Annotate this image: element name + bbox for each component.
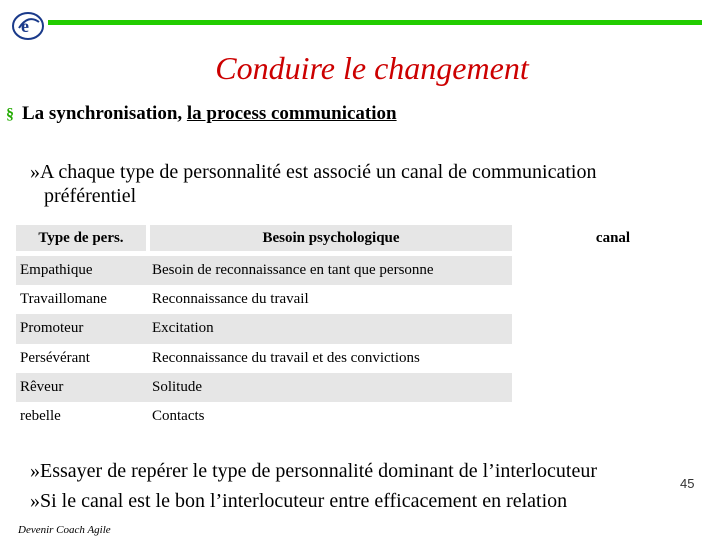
- table-row: [16, 344, 512, 373]
- cell-type: Travaillomane: [20, 291, 107, 308]
- cell-besoin: Reconnaissance du travail et des convictions: [152, 349, 420, 366]
- personality-table: [16, 256, 512, 431]
- sub-bullet-line1: A chaque type de personnalité est associé un canal de communication: [40, 161, 597, 183]
- page-number: 45: [680, 476, 695, 491]
- closing-bullet-marker: »: [30, 460, 40, 482]
- closing-bullets: [30, 456, 597, 516]
- closing-bullet-text: Essayer de repérer le type de personnalité dominant de l’interlocuteur: [40, 460, 597, 482]
- slide-title: Conduire le changement: [215, 50, 529, 86]
- svg-text:e: e: [21, 16, 29, 36]
- company-logo-icon: [10, 8, 46, 44]
- cell-type: Persévérant: [20, 349, 90, 366]
- closing-bullet: [30, 486, 597, 516]
- sub-bullet-marker: »: [30, 161, 40, 183]
- main-bullet: [6, 103, 397, 125]
- header-bar: [48, 20, 702, 25]
- cell-besoin: Besoin de reconnaissance en tant que personne: [152, 262, 434, 278]
- sub-bullet-line2: préférentiel: [44, 185, 137, 207]
- table-header-type: Type de pers.: [16, 225, 146, 251]
- cell-type: Rêveur: [20, 378, 64, 395]
- table-row: [16, 285, 512, 314]
- bullet-text-underlined: la process communication: [186, 103, 397, 124]
- cell-besoin: Reconnaissance du travail: [152, 291, 309, 308]
- footer-text: Devenir Coach Agile: [18, 524, 111, 536]
- sub-bullet: [30, 160, 720, 208]
- table-header-canal: canal: [595, 230, 631, 246]
- closing-bullet-text: Si le canal est le bon l’interlocuteur entre efficacement en relation: [40, 490, 568, 512]
- table-header-besoin: Besoin psychologique: [150, 225, 512, 251]
- table-row: [16, 373, 512, 402]
- cell-type: rebelle: [20, 407, 61, 424]
- bullet-text: La synchronisation,: [22, 103, 187, 124]
- cell-besoin: Contacts: [152, 407, 205, 424]
- table-row: [16, 402, 512, 431]
- cell-type: Promoteur: [20, 320, 84, 337]
- cell-besoin: Excitation: [152, 320, 214, 337]
- table-row: [16, 314, 512, 343]
- table-row: [16, 256, 512, 285]
- cell-besoin: Solitude: [152, 378, 203, 395]
- closing-bullet-marker: »: [30, 490, 40, 512]
- bullet-marker: §: [6, 106, 14, 123]
- closing-bullet: [30, 456, 597, 486]
- cell-type: Empathique: [20, 262, 93, 278]
